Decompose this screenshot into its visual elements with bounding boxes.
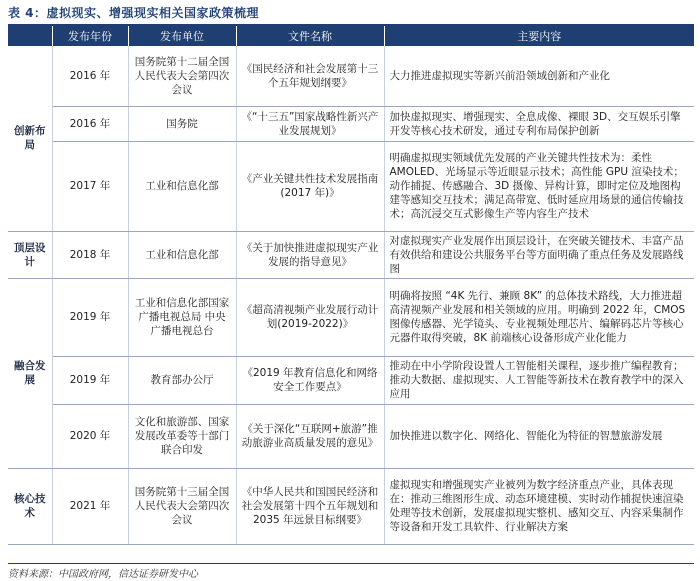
category-innovation: 创新布局 — [8, 46, 52, 231]
row-content: 虚拟现实和增强现实产业被列为数字经济重点产业，具体表现在：推动三维图形生成、动态环境建模、实时动作捕捉快速渲染处理等技术创新，发展虚拟现实整机、感知交互、内容采集制作等设备和开发工具软件、行业解决方案 — [384, 468, 694, 544]
row-unit: 工业和信息化部国家广播电视总局 中央广播电视总台 — [128, 278, 236, 356]
row-doc: 《“十三五”国家战略性新兴产业发展规划》 — [236, 106, 384, 141]
row-unit: 工业和信息化部 — [128, 231, 236, 278]
row-content: 明确虚拟现实领域优先发展的产业关键共性技术为：柔性 AMOLED、光场显示等近眼显示技术；高性能 GPU 渲染技术；动作捕捉、传感融合、3D 摄像、异构计算，即时定位及地图构建等感知交互技术；满足高带宽、低时延应用场景的通信传输技术；高沉浸交互式影像生产等内容生产技术 — [384, 141, 694, 231]
table-title: 表 4：虚拟现实、增强现实相关国家政策梳理 — [8, 6, 260, 20]
row-doc: 《关于加快推进虚拟现实产业发展的指导意见》 — [236, 231, 384, 278]
header-doc: 文件名称 — [236, 26, 384, 46]
category-toplevel: 顶层设计 — [8, 231, 52, 278]
row-doc: 《关于深化“互联网+旅游”推动旅游业高质量发展的意见》 — [236, 404, 384, 468]
policy-table — [8, 26, 694, 545]
row-content: 推动在中小学阶段设置人工智能相关课程，逐步推广编程教育；推动大数据、虚拟现实、人工智能等新技术在教育教学中的深入应用 — [384, 356, 694, 404]
header-content: 主要内容 — [384, 26, 694, 46]
row-unit: 国务院 — [128, 106, 236, 141]
row-unit: 国务院第十二届全国人民代表大会第四次会议 — [128, 46, 236, 106]
row-year: 2019 年 — [52, 356, 128, 404]
row-doc: 《2019 年教育信息化和网络安全工作要点》 — [236, 356, 384, 404]
row-year: 2017 年 — [52, 141, 128, 231]
row-year: 2019 年 — [52, 278, 128, 356]
table-row — [8, 46, 694, 106]
table-row — [8, 356, 694, 404]
row-content: 加快虚拟现实、增强现实、全息成像、裸眼 3D、交互娱乐引擎开发等核心技术研发，通过专利布局保护创新 — [384, 106, 694, 141]
row-content: 对虚拟现实产业发展作出顶层设计，在突破关键技术、丰富产品有效供给和建设公共服务平台等方面明确了重点任务及发展路线图 — [384, 231, 694, 278]
row-year: 2018 年 — [52, 231, 128, 278]
table-row — [8, 231, 694, 278]
category-integration: 融合发展 — [8, 278, 52, 468]
row-doc: 《中华人民共和国国民经济和社会发展第十四个五年规划和 2035 年远景目标纲要》 — [236, 468, 384, 544]
row-year: 2021 年 — [52, 468, 128, 544]
table-row — [8, 141, 694, 231]
row-year: 2016 年 — [52, 106, 128, 141]
source-note: 资料来源：中国政府网，信达证券研发中心 — [8, 569, 198, 580]
table-row — [8, 404, 694, 468]
table-row — [8, 278, 694, 356]
row-content: 明确将按照 “4K 先行、兼顾 8K” 的总体技术路线，大力推进超高清视频产业发展和相关领域的应用。明确到 2022 年，CMOS 图像传感器、光学镜头、专业视频处理芯片、编解码芯片等核心元器件取得突破，8K 前端核心设备形成产业化能力 — [384, 278, 694, 356]
header-unit: 发布单位 — [128, 26, 236, 46]
row-content: 大力推进虚拟现实等新兴前沿领域创新和产业化 — [384, 46, 694, 106]
category-core: 核心技术 — [8, 468, 52, 544]
row-doc: 《产业关键共性技术发展指南(2017 年)》 — [236, 141, 384, 231]
header-category — [8, 26, 52, 46]
row-year: 2016 年 — [52, 46, 128, 106]
row-year: 2020 年 — [52, 404, 128, 468]
header-year: 发布年份 — [52, 26, 128, 46]
table-row — [8, 106, 694, 141]
row-unit: 国务院第十三届全国人民代表大会第四次会议 — [128, 468, 236, 544]
row-doc: 《超高清视频产业发展行动计划(2019-2022)》 — [236, 278, 384, 356]
header-row — [8, 26, 694, 46]
row-doc: 《国民经济和社会发展第十三个五年规划纲要》 — [236, 46, 384, 106]
row-unit: 教育部办公厅 — [128, 356, 236, 404]
row-content: 加快推进以数字化、网络化、智能化为特征的智慧旅游发展 — [384, 404, 694, 468]
row-unit: 文化和旅游部、国家发展改革委等十部门联合印发 — [128, 404, 236, 468]
bottom-rule — [8, 563, 694, 564]
table-row — [8, 468, 694, 544]
row-unit: 工业和信息化部 — [128, 141, 236, 231]
